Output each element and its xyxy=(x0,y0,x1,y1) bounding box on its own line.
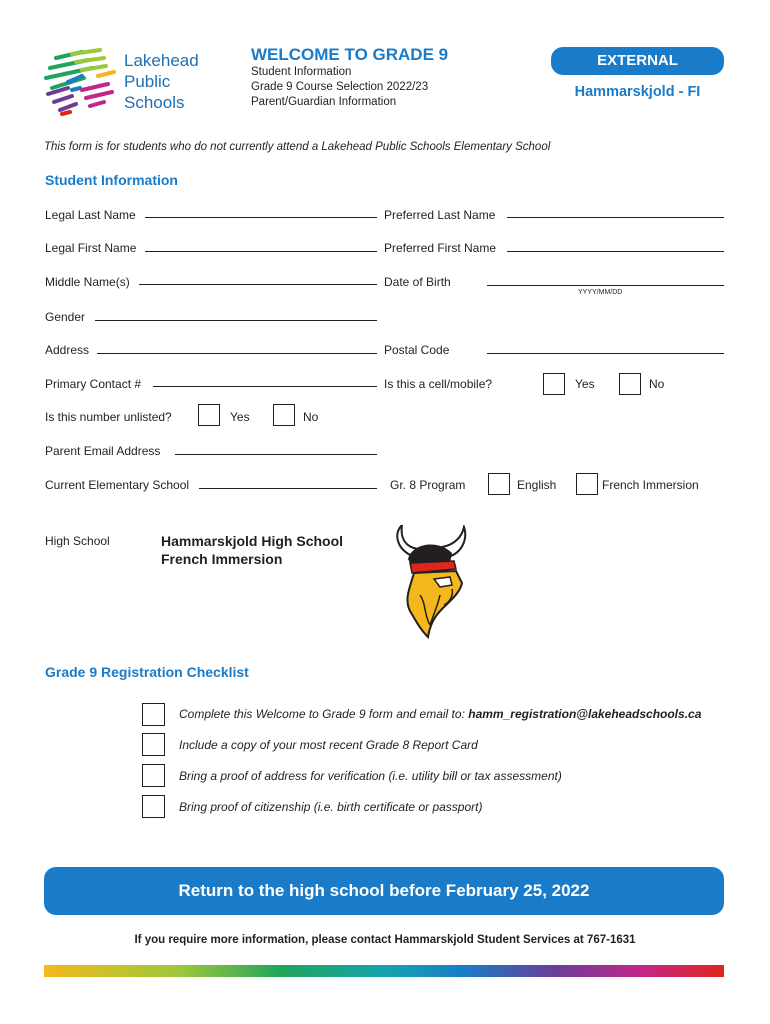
subtitle-line-3: Parent/Guardian Information xyxy=(251,96,397,108)
gender-label: Gender xyxy=(45,310,86,324)
parent-email-label: Parent Email Address xyxy=(45,444,161,458)
lakehead-logo-icon xyxy=(42,48,122,120)
primary-contact-label: Primary Contact # xyxy=(45,377,142,391)
checklist-item-2: Include a copy of your most recent Grade 8 Report Card xyxy=(179,738,478,752)
cell-no-label: No xyxy=(649,377,665,391)
middle-names-label: Middle Name(s) xyxy=(45,275,130,289)
postal-code-field[interactable] xyxy=(487,353,724,354)
registration-email: hamm_registration@lakeheadschools.ca xyxy=(468,707,702,721)
checklist-item-1-text: Complete this Welcome to Grade 9 form and email to: xyxy=(179,707,469,721)
high-school-name xyxy=(161,532,343,568)
unlisted-no-checkbox[interactable] xyxy=(273,404,295,426)
high-school-line-1: Hammarskjold High School xyxy=(161,533,344,549)
subtitle-line-1: Student Information xyxy=(251,66,352,78)
checklist-checkbox-2[interactable] xyxy=(142,733,165,756)
contact-info: If you require more information, please contact Hammarskjold Student Services at 767-1631 xyxy=(134,934,636,946)
current-school-label: Current Elementary School xyxy=(45,478,190,492)
cell-yes-label: Yes xyxy=(575,377,595,391)
page-title: WELCOME TO GRADE 9 xyxy=(251,45,449,64)
preferred-last-name-field[interactable] xyxy=(507,217,724,218)
address-field[interactable] xyxy=(97,353,377,354)
logo-text-2: Public xyxy=(124,72,171,91)
primary-contact-field[interactable] xyxy=(153,386,377,387)
current-school-field[interactable] xyxy=(199,488,377,489)
logo-text-1: Lakehead xyxy=(124,51,199,70)
middle-names-field[interactable] xyxy=(139,284,377,285)
date-of-birth-label: Date of Birth xyxy=(384,275,451,289)
preferred-last-name-label: Preferred Last Name xyxy=(384,208,496,222)
legal-first-name-field[interactable] xyxy=(145,251,377,252)
viking-mascot-icon xyxy=(390,525,470,640)
unlisted-label: Is this number unlisted? xyxy=(45,410,172,424)
high-school-line-2: French Immersion xyxy=(161,551,283,567)
checklist-title: Grade 9 Registration Checklist xyxy=(45,664,249,680)
checklist-item-4: Bring proof of citizenship (i.e. birth certificate or passport) xyxy=(179,800,483,814)
preferred-first-name-label: Preferred First Name xyxy=(384,241,497,255)
is-cell-label: Is this a cell/mobile? xyxy=(384,377,493,391)
dob-format-hint: YYYY/MM/DD xyxy=(578,289,623,296)
unlisted-no-label: No xyxy=(303,410,319,424)
checklist-checkbox-1[interactable] xyxy=(142,703,165,726)
legal-last-name-field[interactable] xyxy=(145,217,377,218)
english-checkbox[interactable] xyxy=(488,473,510,495)
checklist-checkbox-4[interactable] xyxy=(142,795,165,818)
gr8-program-label: Gr. 8 Program xyxy=(390,478,466,492)
preferred-first-name-field[interactable] xyxy=(507,251,724,252)
french-immersion-checkbox[interactable] xyxy=(576,473,598,495)
legal-last-name-label: Legal Last Name xyxy=(45,208,136,222)
student-info-title: Student Information xyxy=(45,172,178,188)
cell-no-checkbox[interactable] xyxy=(619,373,641,395)
checklist-item-1 xyxy=(179,707,701,721)
school-program: Hammarskjold - FI xyxy=(574,84,701,100)
postal-code-label: Postal Code xyxy=(384,343,450,357)
gender-field[interactable] xyxy=(95,320,377,321)
logo-text-3: Schools xyxy=(124,93,185,112)
unlisted-yes-label: Yes xyxy=(230,410,250,424)
date-of-birth-field[interactable] xyxy=(487,285,724,286)
address-label: Address xyxy=(45,343,90,357)
external-badge: EXTERNAL xyxy=(551,47,724,75)
checklist-checkbox-3[interactable] xyxy=(142,764,165,787)
french-immersion-label: French Immersion xyxy=(602,478,699,492)
subtitle-line-2: Grade 9 Course Selection 2022/23 xyxy=(251,81,429,93)
rainbow-divider xyxy=(44,965,724,977)
parent-email-field[interactable] xyxy=(175,454,377,455)
unlisted-yes-checkbox[interactable] xyxy=(198,404,220,426)
cell-yes-checkbox[interactable] xyxy=(543,373,565,395)
english-label: English xyxy=(517,478,557,492)
deadline-banner: Return to the high school before February 25, 2022 xyxy=(44,867,724,915)
legal-first-name-label: Legal First Name xyxy=(45,241,137,255)
high-school-label: High School xyxy=(45,534,110,548)
checklist-item-3: Bring a proof of address for verification (i.e. utility bill or tax assessment) xyxy=(179,769,562,783)
intro-note: This form is for students who do not currently attend a Lakehead Public Schools Elementary School xyxy=(44,141,551,153)
